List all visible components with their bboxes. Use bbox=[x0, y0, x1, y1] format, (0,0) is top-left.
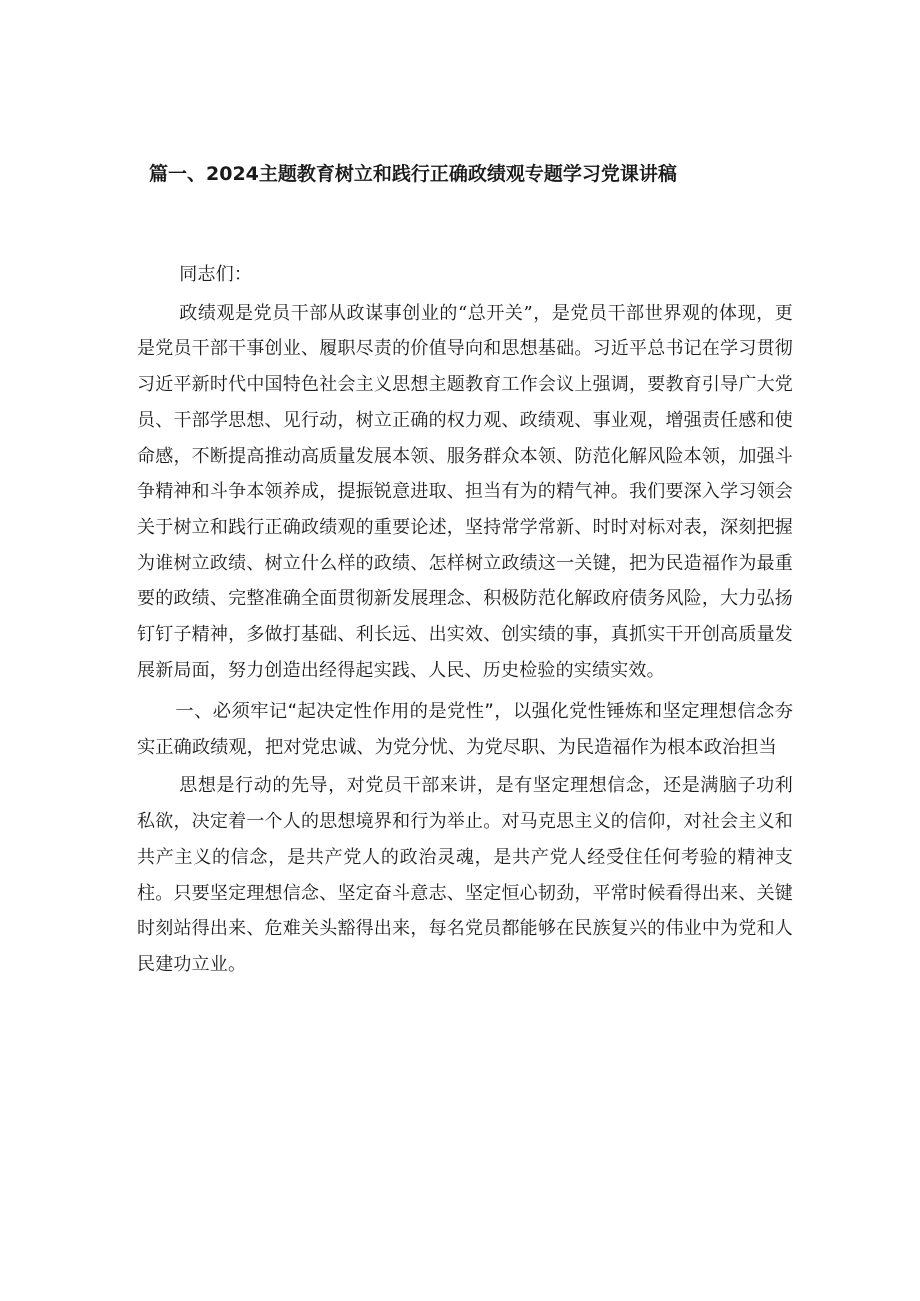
intro-paragraph: 政绩观是党员干部从政谋事创业的“总开关”，是党员干部世界观的体现，更是党员干部干事创业、履职尽责的价值导向和思想基础。习近平总书记在学习贯彻习近平新时代中国特色社会主义思想主题教育工作会议上强调，要教育引导广大党员、干部学思想、见行动，树立正确的权力观、政绩观、事业观，增强责任感和使命感，不断提高推动高质量发展本领、服务群众本领、防范化解风险本领，加强斗争精神和斗争本领养成，提振锐意进取、担当有为的精气神。我们要深入学习领会关于树立和践行正确政绩观的重要论述，坚持常学常新、时时对标对表，深刻把握为谁树立政绩、树立什么样的政绩、怎样树立政绩这一关键，把为民造福作为最重要的政绩、完整准确全面贯彻新发展理念、积极防范化解政府债务风险，大力弘扬钉钉子精神，多做打基础、利长远、出实效、创实绩的事，真抓实干开创高质量发展新局面，努力创造出经得起实践、人民、历史检验的实绩实效。 bbox=[137, 302, 793, 681]
document-body bbox=[137, 257, 793, 983]
section-paragraph: 思想是行动的先导，对党员干部来讲，是有坚定理想信念，还是满脑子功利私欲，决定着一个人的思想境界和行为举止。对马克思主义的信仰，对社会主义和共产主义的信念，是共产党人的政治灵魂，是共产党人经受住任何考验的精神支柱。只要坚定理想信念、坚定奋斗意志、坚定恒心韧劲，平常时候看得出来、关键时刻站得出来、危难关头豁得出来，每名党员都能够在民族复兴的伟业中为党和人民建功立业。 bbox=[137, 775, 793, 975]
document-title: 篇一、2024主题教育树立和践行正确政绩观专题学习党课讲稿 bbox=[149, 163, 677, 185]
section-heading: 一、必须牢记“起决定性作用的是党性”，以强化党性锤炼和坚定理想信念夯实正确政绩观，把对党忠诚、为党分忧、为党尽职、为民造福作为根本政治担当 bbox=[137, 701, 793, 758]
salutation: 同志们： bbox=[179, 264, 253, 285]
